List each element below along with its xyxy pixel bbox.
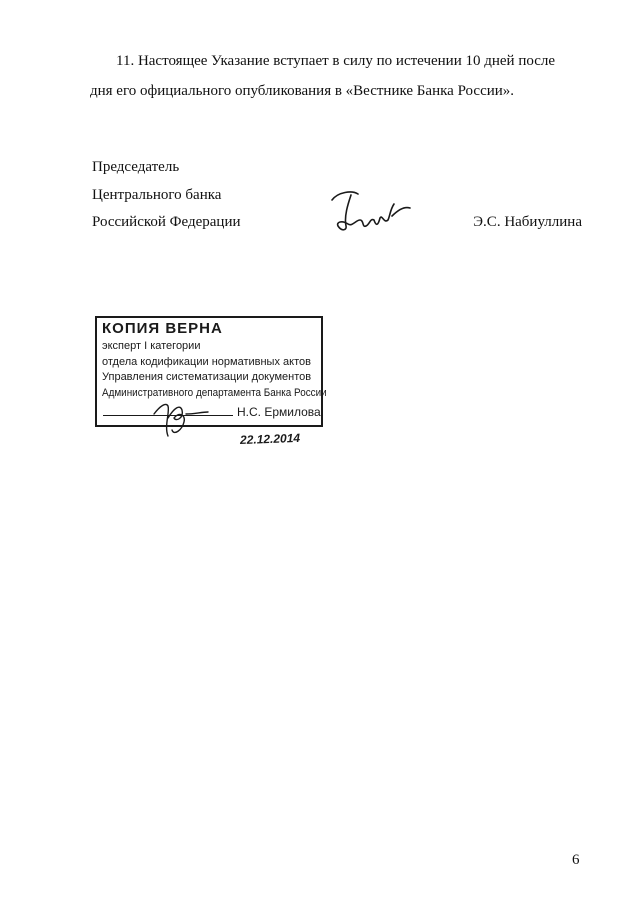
stamp-line-3: Управления систематизации документов [102,371,312,383]
signer-title-line-1: Председатель [92,159,180,175]
chairman-name: Э.С. Набиуллина [473,214,582,230]
stamp-line-2: отдела кодификации нормативных актов [102,356,311,368]
handwritten-date: 22.12.2014 [239,430,301,448]
stamp-line-4: Административного департамента Банка России [102,387,327,399]
stamp-line-1: эксперт I категории [102,340,201,352]
chairman-signature-image [318,186,418,236]
stamp-signer-name: Н.С. Ермилова [237,405,321,419]
page-number: 6 [572,852,580,868]
stamp-signature-image [150,396,210,440]
signer-title-line-2: Центрального банка [92,187,222,203]
paragraph-11-line-1: 11. Настоящее Указание вступает в силу по истечении 10 дней после [116,53,556,69]
paragraph-11-line-2: дня его официального опубликования в «Вестнике Банка России». [90,83,515,99]
stamp-title: КОПИЯ ВЕРНА [102,320,223,337]
signer-title-line-3: Российской Федерации [92,214,241,230]
